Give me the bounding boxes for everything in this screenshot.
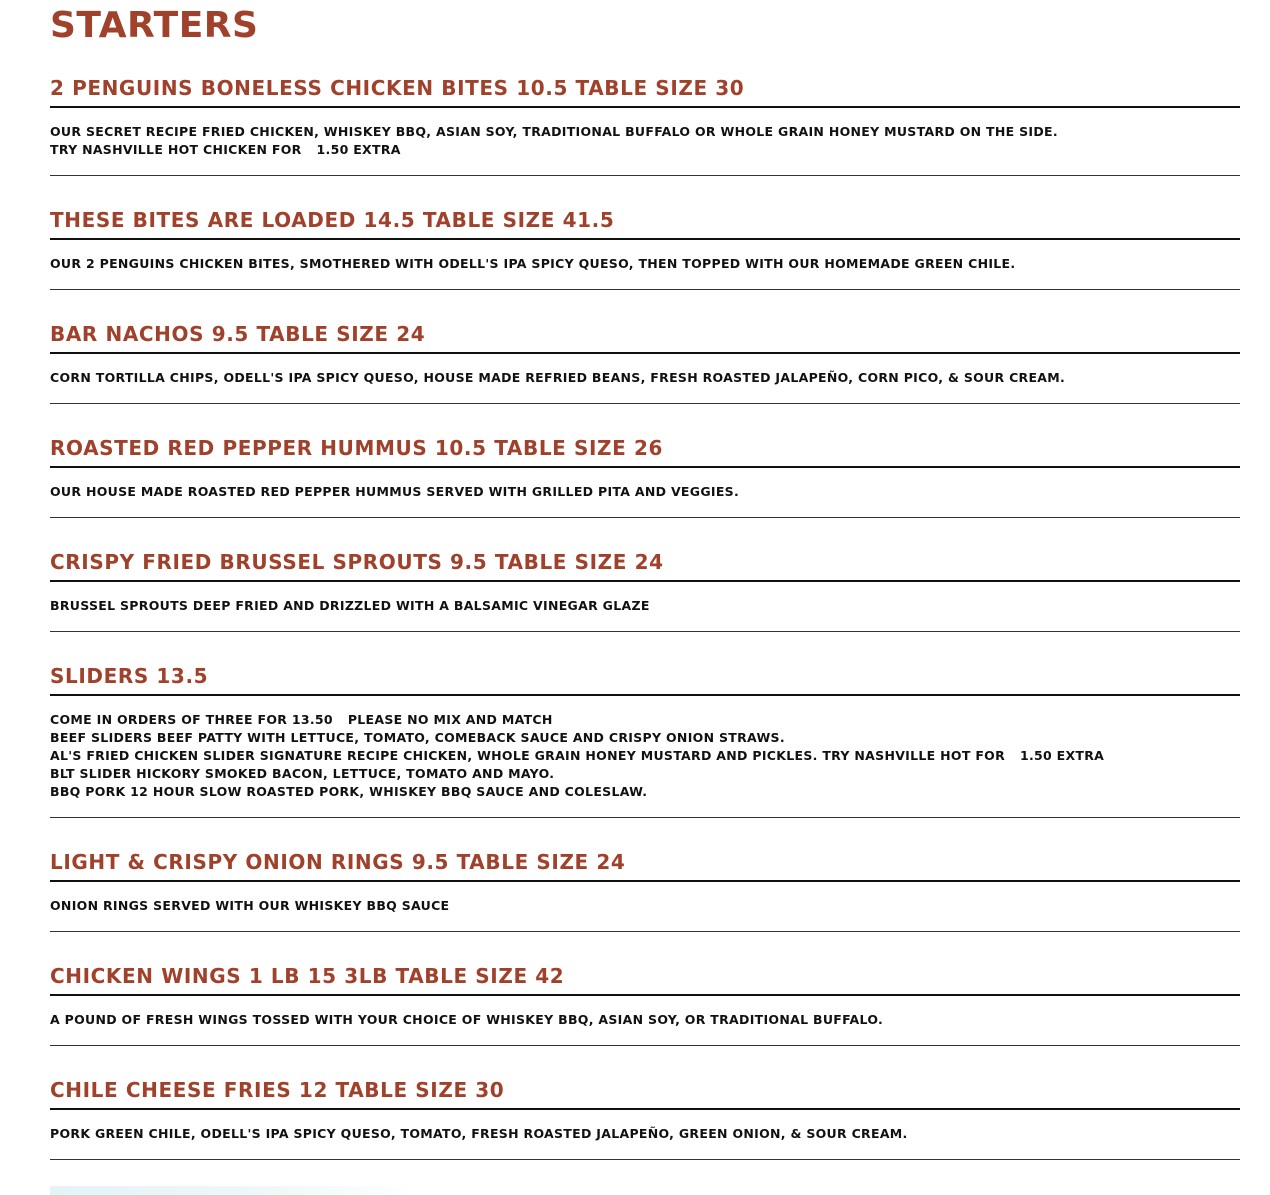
menu-item-title: 2 PENGUINS BONELESS CHICKEN BITES 10.5 TABLE SIZE 30 [50, 68, 1240, 108]
cut-off-next-item [50, 1186, 420, 1195]
menu-item-description [50, 582, 1240, 632]
menu-item [50, 428, 1240, 518]
menu-item [50, 200, 1240, 290]
menu-item-description [50, 696, 1240, 818]
menu-item [50, 68, 1240, 176]
description-line: TRY NASHVILLE HOT CHICKEN FOR 1.50 EXTRA [50, 142, 401, 157]
menu-item-title: SLIDERS 13.5 [50, 656, 1240, 696]
menu-item-description [50, 354, 1240, 404]
menu-item-title: CRISPY FRIED BRUSSEL SPROUTS 9.5 TABLE SIZE 24 [50, 542, 1240, 582]
description-line: AL'S FRIED CHICKEN SLIDER SIGNATURE RECIPE CHICKEN, WHOLE GRAIN HONEY MUSTARD AND PICKLES. TRY NASHVILLE HOT FOR 1.50 EXTRA [50, 748, 1105, 763]
menu-item-description [50, 996, 1240, 1046]
menu-item-description [50, 108, 1240, 176]
menu-item-title: LIGHT & CRISPY ONION RINGS 9.5 TABLE SIZE 24 [50, 842, 1240, 882]
description-line: PORK GREEN CHILE, ODELL'S IPA SPICY QUESO, TOMATO, FRESH ROASTED JALAPEÑO, GREEN ONION, & SOUR CREAM. [50, 1126, 908, 1141]
description-line: A POUND OF FRESH WINGS TOSSED WITH YOUR CHOICE OF WHISKEY BBQ, ASIAN SOY, OR TRADITIONAL BUFFALO. [50, 1012, 884, 1027]
menu-item-description [50, 240, 1240, 290]
menu-item [50, 314, 1240, 404]
menu-item-title: BAR NACHOS 9.5 TABLE SIZE 24 [50, 314, 1240, 354]
menu-item-title: THESE BITES ARE LOADED 14.5 TABLE SIZE 41.5 [50, 200, 1240, 240]
menu-item-title: CHICKEN WINGS 1 LB 15 3LB TABLE SIZE 42 [50, 956, 1240, 996]
menu-item [50, 956, 1240, 1046]
description-line: OUR HOUSE MADE ROASTED RED PEPPER HUMMUS SERVED WITH GRILLED PITA AND VEGGIES. [50, 484, 740, 499]
menu-item-title: CHILE CHEESE FRIES 12 TABLE SIZE 30 [50, 1070, 1240, 1110]
menu-item [50, 842, 1240, 932]
menu-item [50, 542, 1240, 632]
description-line: ONION RINGS SERVED WITH OUR WHISKEY BBQ SAUCE [50, 898, 450, 913]
section-title: STARTERS [50, 5, 259, 46]
menu-item-description [50, 468, 1240, 518]
description-line: OUR SECRET RECIPE FRIED CHICKEN, WHISKEY BBQ, ASIAN SOY, TRADITIONAL BUFFALO OR WHOLE GRAIN HONEY MUSTARD ON THE SIDE. [50, 124, 1058, 139]
menu-item [50, 656, 1240, 818]
menu-item-description [50, 882, 1240, 932]
description-line: BEEF SLIDERS BEEF PATTY WITH LETTUCE, TOMATO, COMEBACK SAUCE AND CRISPY ONION STRAWS. [50, 730, 785, 745]
description-line: CORN TORTILLA CHIPS, ODELL'S IPA SPICY QUESO, HOUSE MADE REFRIED BEANS, FRESH ROASTED JALAPEÑO, CORN PICO, & SOUR CREAM. [50, 370, 1066, 385]
description-line: OUR 2 PENGUINS CHICKEN BITES, SMOTHERED WITH ODELL'S IPA SPICY QUESO, THEN TOPPED WITH OUR HOMEMADE GREEN CHILE. [50, 256, 1016, 271]
description-line: BBQ PORK 12 HOUR SLOW ROASTED PORK, WHISKEY BBQ SAUCE AND COLESLAW. [50, 784, 648, 799]
description-line: BRUSSEL SPROUTS DEEP FRIED AND DRIZZLED WITH A BALSAMIC VINEGAR GLAZE [50, 598, 650, 613]
description-line: BLT SLIDER HICKORY SMOKED BACON, LETTUCE, TOMATO AND MAYO. [50, 766, 555, 781]
menu-item [50, 1070, 1240, 1160]
description-line: COME IN ORDERS OF THREE FOR 13.50 PLEASE NO MIX AND MATCH [50, 712, 563, 727]
menu-item-title: ROASTED RED PEPPER HUMMUS 10.5 TABLE SIZE 26 [50, 428, 1240, 468]
menu-item-description [50, 1110, 1240, 1160]
